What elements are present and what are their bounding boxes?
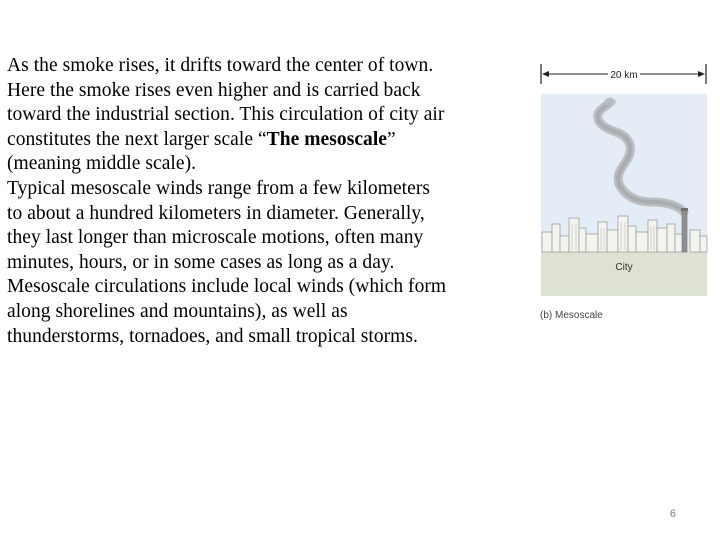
page-number: 6 <box>669 508 676 520</box>
text-line: they last longer than microscale motions, often many <box>7 227 424 249</box>
mesoscale-figure <box>536 56 712 326</box>
smokestack <box>681 208 688 252</box>
city-label: City <box>615 262 633 273</box>
figure-caption: (b) Mesoscale <box>540 310 603 321</box>
text-line: to about a hundred kilometers in diameter. Generally, <box>7 202 425 224</box>
mesoscale-term: The mesoscale <box>266 128 388 150</box>
scale-label: 20 km <box>610 70 638 81</box>
text-line: minutes, hours, or in some cases as long as a day. <box>7 251 395 273</box>
body-text <box>7 54 507 349</box>
arrow-right-icon <box>698 71 705 77</box>
ground-area <box>541 252 707 296</box>
text-line: (meaning middle scale). <box>7 153 197 175</box>
text-line: As the smoke rises, it drifts toward the center of town. <box>7 55 434 76</box>
text-line: Mesoscale circulations include local winds (which form <box>7 276 447 298</box>
text-line: Typical mesoscale winds range from a few kilometers <box>7 177 430 199</box>
text-line <box>7 128 507 153</box>
text-line: thunderstorms, tornadoes, and small tropical storms. <box>7 325 418 347</box>
text-fragment: constitutes the next larger scale “ <box>7 128 267 150</box>
text-fragment: ” <box>387 128 396 150</box>
text-line: toward the industrial section. This circulation of city air <box>7 104 445 126</box>
scale-bar <box>541 64 706 84</box>
arrow-left-icon <box>542 71 549 77</box>
text-line: along shorelines and mountains), as well as <box>7 300 348 322</box>
text-line: Here the smoke rises even higher and is carried back <box>7 79 421 101</box>
